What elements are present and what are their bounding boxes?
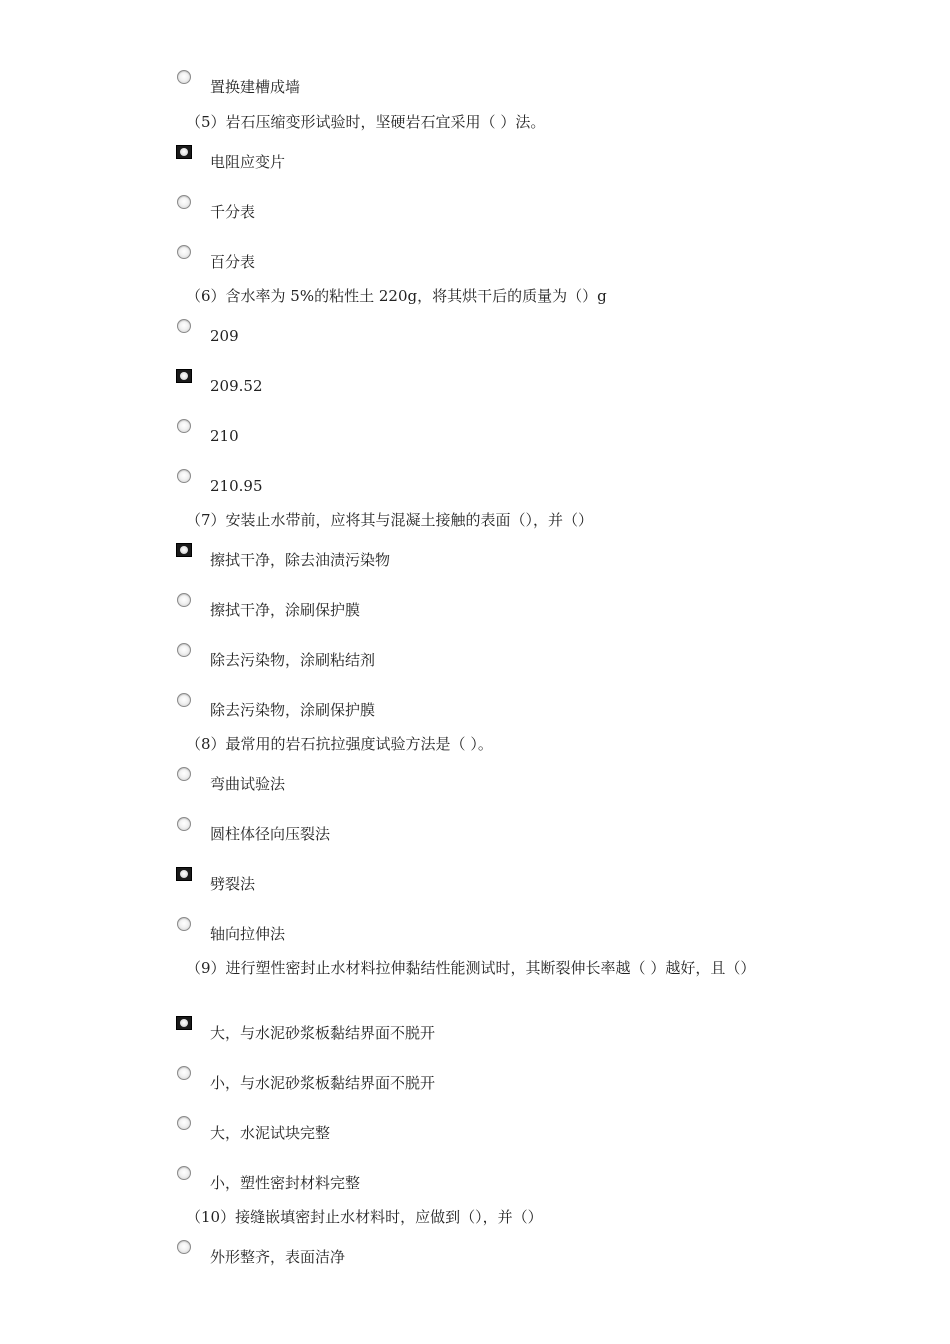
answer-option[interactable] — [0, 767, 950, 797]
radio-unselected-icon[interactable] — [177, 245, 191, 259]
option-label: 劈裂法 — [210, 875, 256, 893]
answer-option[interactable] — [0, 369, 950, 399]
answer-option[interactable] — [0, 1166, 950, 1196]
radio-unselected-icon[interactable] — [177, 767, 191, 781]
answer-option[interactable] — [0, 419, 950, 449]
option-label: 除去污染物，涂刷保护膜 — [210, 701, 376, 719]
answer-option[interactable] — [0, 917, 950, 947]
answer-option[interactable] — [0, 543, 950, 573]
radio-unselected-icon[interactable] — [177, 817, 191, 831]
option-label: 擦拭干净，涂刷保护膜 — [210, 601, 361, 619]
answer-option[interactable] — [0, 867, 950, 897]
answer-option[interactable] — [0, 145, 950, 175]
option-label: 外形整齐，表面洁净 — [210, 1248, 346, 1266]
answer-option[interactable] — [0, 245, 950, 275]
option-label: 209.52 — [210, 377, 263, 395]
radio-unselected-icon[interactable] — [177, 693, 191, 707]
question-text: （9）进行塑性密封止水材料拉伸黏结性能测试时，其断裂伸长率越（ ）越好，且（） — [186, 959, 756, 977]
answer-option[interactable] — [0, 1240, 950, 1270]
option-label: 小，塑性密封材料完整 — [210, 1174, 361, 1192]
option-label: 千分表 — [210, 203, 256, 221]
radio-unselected-icon[interactable] — [177, 70, 191, 84]
question-text: （10）接缝嵌填密封止水材料时，应做到（），并（） — [186, 1208, 543, 1226]
radio-selected-icon[interactable] — [176, 1016, 192, 1030]
answer-option[interactable] — [0, 1066, 950, 1096]
option-label: 电阻应变片 — [210, 153, 286, 171]
radio-unselected-icon[interactable] — [177, 1066, 191, 1080]
question-text: （5）岩石压缩变形试验时，坚硬岩石宜采用（ ）法。 — [186, 113, 546, 131]
radio-unselected-icon[interactable] — [177, 319, 191, 333]
answer-option[interactable] — [0, 70, 950, 100]
option-label: 小，与水泥砂浆板黏结界面不脱开 — [210, 1074, 436, 1092]
radio-selected-icon[interactable] — [176, 867, 192, 881]
answer-option[interactable] — [0, 693, 950, 723]
option-label: 210 — [210, 427, 239, 445]
radio-selected-icon[interactable] — [176, 145, 192, 159]
question-text: （6）含水率为 5%的粘性土 220g，将其烘干后的质量为（）g — [186, 287, 607, 305]
option-label: 弯曲试验法 — [210, 775, 286, 793]
answer-option[interactable] — [0, 1116, 950, 1146]
radio-unselected-icon[interactable] — [177, 469, 191, 483]
answer-option[interactable] — [0, 593, 950, 623]
answer-option[interactable] — [0, 195, 950, 225]
radio-unselected-icon[interactable] — [177, 593, 191, 607]
option-label: 210.95 — [210, 477, 263, 495]
option-label: 圆柱体径向压裂法 — [210, 825, 331, 843]
option-label: 除去污染物，涂刷粘结剂 — [210, 651, 376, 669]
radio-unselected-icon[interactable] — [177, 419, 191, 433]
option-label: 擦拭干净，除去油渍污染物 — [210, 551, 391, 569]
answer-option[interactable] — [0, 319, 950, 349]
radio-selected-icon[interactable] — [176, 369, 192, 383]
question-text: （7）安装止水带前，应将其与混凝土接触的表面（），并（） — [186, 511, 594, 529]
radio-unselected-icon[interactable] — [177, 1116, 191, 1130]
answer-option[interactable] — [0, 469, 950, 499]
option-label: 百分表 — [210, 253, 256, 271]
radio-unselected-icon[interactable] — [177, 917, 191, 931]
radio-unselected-icon[interactable] — [177, 1166, 191, 1180]
option-label: 置换建槽成墙 — [210, 78, 301, 96]
question-text: （8）最常用的岩石抗拉强度试验方法是（ ）。 — [186, 735, 493, 753]
radio-selected-icon[interactable] — [176, 543, 192, 557]
answer-option[interactable] — [0, 1016, 950, 1046]
option-label: 轴向拉伸法 — [210, 925, 286, 943]
answer-option[interactable] — [0, 643, 950, 673]
option-label: 大，水泥试块完整 — [210, 1124, 331, 1142]
option-label: 大，与水泥砂浆板黏结界面不脱开 — [210, 1024, 436, 1042]
radio-unselected-icon[interactable] — [177, 643, 191, 657]
answer-option[interactable] — [0, 817, 950, 847]
radio-unselected-icon[interactable] — [177, 1240, 191, 1254]
option-label: 209 — [210, 327, 239, 345]
radio-unselected-icon[interactable] — [177, 195, 191, 209]
